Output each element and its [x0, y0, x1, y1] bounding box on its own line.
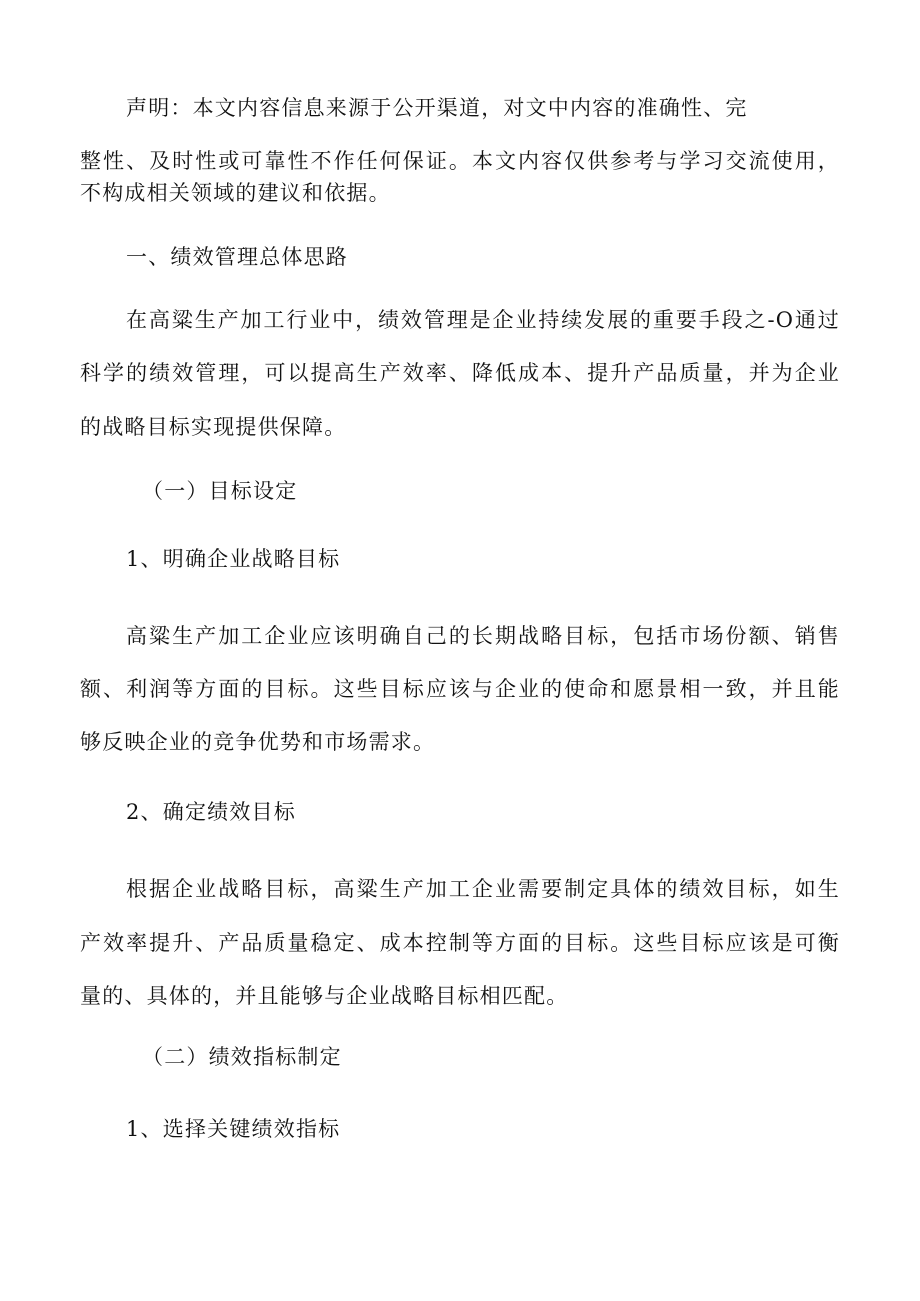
item-heading-3: 1、选择关键绩效指标	[126, 1117, 341, 1141]
paragraph-2-line-3: 够反映企业的竞争优势和市场需求。	[80, 730, 436, 754]
paragraph-2-line-1: 高粱生产加工企业应该明确自己的长期战略目标，包括市场份额、销售	[126, 624, 840, 648]
disclaimer-line-1: 声明：本文内容信息来源于公开渠道，对文中内容的准确性、完	[126, 96, 748, 120]
disclaimer-line-3: 不构成相关领域的建议和依据。	[80, 181, 391, 205]
paragraph-2-line-2: 额、利润等方面的目标。这些目标应该与企业的使命和愿景相一致，并且能	[80, 677, 840, 701]
disclaimer-line-2: 整性、及时性或可靠性不作任何保证。本文内容仅供参考与学习交流使用，	[80, 149, 840, 173]
paragraph-3-line-2: 产效率提升、产品质量稳定、成本控制等方面的目标。这些目标应该是可衡	[80, 931, 840, 955]
paragraph-3-line-3: 量的、具体的，并且能够与企业战略目标相匹配。	[80, 984, 569, 1008]
item-heading-1: 1、明确企业战略目标	[126, 547, 341, 571]
section-heading-1: 一、绩效管理总体思路	[126, 245, 348, 269]
subsection-heading-1: （一）目标设定	[142, 479, 298, 503]
subsection-heading-2: （二）绩效指标制定	[142, 1045, 342, 1069]
item-heading-2: 2、确定绩效目标	[126, 800, 296, 824]
paragraph-1-line-1: 在高粱生产加工行业中，绩效管理是企业持续发展的重要手段之-O通过	[126, 308, 840, 332]
paragraph-1-line-2: 科学的绩效管理，可以提高生产效率、降低成本、提升产品质量，并为企业	[80, 361, 840, 385]
paragraph-3-line-1: 根据企业战略目标，高粱生产加工企业需要制定具体的绩效目标，如生	[126, 877, 840, 901]
paragraph-1-line-3: 的战略目标实现提供保障。	[80, 415, 347, 439]
